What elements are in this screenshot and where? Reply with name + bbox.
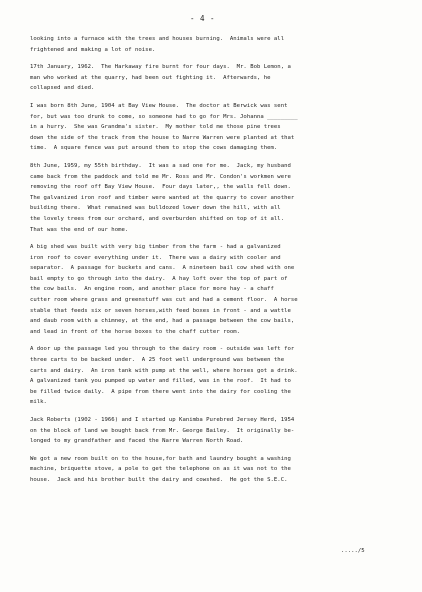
- text-line: milk.: [30, 399, 47, 406]
- text-line: stable that feeds six or seven horses,with feed boxes in front - and a wattle: [30, 307, 291, 314]
- page-number: - 4 -: [190, 14, 216, 23]
- paragraph: [30, 34, 406, 55]
- text-line: removing the roof off Bay View House. Four days later,, the walls fell down.: [30, 184, 291, 191]
- text-line: frightened and making a lot of noise.: [30, 46, 156, 53]
- text-line: cutter room where grass and greenstuff was cut and had a cement floor. A horse: [30, 297, 298, 304]
- text-line: Jack Roberts (1902 - 1966) and I started up Kanimba Purebred Jersey Herd, 1954: [30, 417, 295, 423]
- text-line: house. Jack and his brother built the dairy and cowshed. He got the S.E.C.: [30, 476, 288, 483]
- text-line: on the block of land we bought back from Mr. George Bailey. It originally be-: [30, 427, 295, 434]
- text-line: bail empty to go through into the dairy. A hay loft over the top of part of: [30, 275, 288, 282]
- text-line: collapsed and died.: [30, 85, 95, 92]
- paragraph: [30, 344, 406, 408]
- text-line: separator. A passage for buckets and cans. A nineteen bail cow shed with one: [30, 265, 295, 272]
- text-line: building there. What remained was bulldozed lower down the hill, with all: [30, 205, 281, 212]
- text-line: down the side of the track from the house to Narre Warren were planted at that: [30, 134, 295, 141]
- paragraph: [30, 101, 406, 154]
- paragraph: [30, 454, 406, 486]
- text-line: iron roof to cover everything under it. There was a dairy with cooler and: [30, 254, 281, 261]
- text-line: We got a new room built on to the house,for bath and laundry bought a washing: [30, 455, 291, 462]
- text-line: A door up the passage led you through to the dairy room - outside was left for: [30, 346, 295, 353]
- paragraph: [30, 415, 406, 447]
- text-line: be filled twice daily. A pipe from there went into the dairy for cooling the: [30, 388, 291, 395]
- text-line: the cow bails. An engine room, and another place for more hay - a chaff: [30, 286, 274, 293]
- paragraph: [30, 62, 406, 94]
- paragraph: [30, 161, 406, 235]
- text-line: The galvanized iron roof and timber were wanted at the quarry to cover another: [30, 194, 295, 201]
- text-line: I was born 8th June, 1904 at Bay View House. The doctor at Berwick was sent: [30, 102, 288, 109]
- text-line: That was the end of our home.: [30, 226, 129, 233]
- continuation-mark: ...../5: [341, 548, 365, 554]
- text-line: for, but was too drunk to come, so someone had to go for Mrs. Johanna _________: [30, 113, 298, 120]
- text-line: machine, briquette stove, a pole to get the telephone on as it was not to the: [30, 466, 291, 473]
- body-text: [30, 34, 406, 493]
- text-line: carts and dairy. An iron tank with pump at the well, where horses got a drink.: [30, 367, 298, 374]
- text-line: and lead in front of the horse boxes to the chaff cutter room.: [30, 328, 241, 335]
- text-line: A big shed was built with very big timber from the farm - had a galvanized: [30, 244, 281, 251]
- text-line: 17th January, 1962. The Harkaway fire burnt for four days. Mr. Bob Lemon, a: [30, 64, 291, 71]
- text-line: longed to my grandfather and faced the Narre Warren North Road.: [30, 438, 244, 445]
- text-line: man who worked at the quarry, had been out fighting it. Afterwards, he: [30, 74, 271, 81]
- text-line: looking into a furnace with the trees and houses burning. Animals were all: [30, 36, 285, 42]
- text-line: and daub room with a chimney, at the end, had a passage between the cow bails,: [30, 318, 295, 325]
- paragraph: [30, 242, 406, 337]
- text-line: time. A square fence was put around them to stop the cows damaging them.: [30, 145, 278, 152]
- text-line: three carts to be backed under. A 25 foot well underground was between the: [30, 357, 285, 364]
- text-line: came back from the paddock and told me Mr. Ross and Mr. Condon's workmen were: [30, 173, 291, 180]
- text-line: the lovely trees from our orchard, and overburden shifted on top of it all.: [30, 215, 285, 222]
- text-line: 8th June, 1959, my 55th birthday. It was a sad one for me. Jack, my husband: [30, 162, 291, 169]
- text-line: A galvanized tank you pumped up water and filled, was in the roof. It had to: [30, 378, 291, 385]
- text-line: in a hurry. She was Grandma's sister. My mother told me those pine trees: [30, 124, 281, 131]
